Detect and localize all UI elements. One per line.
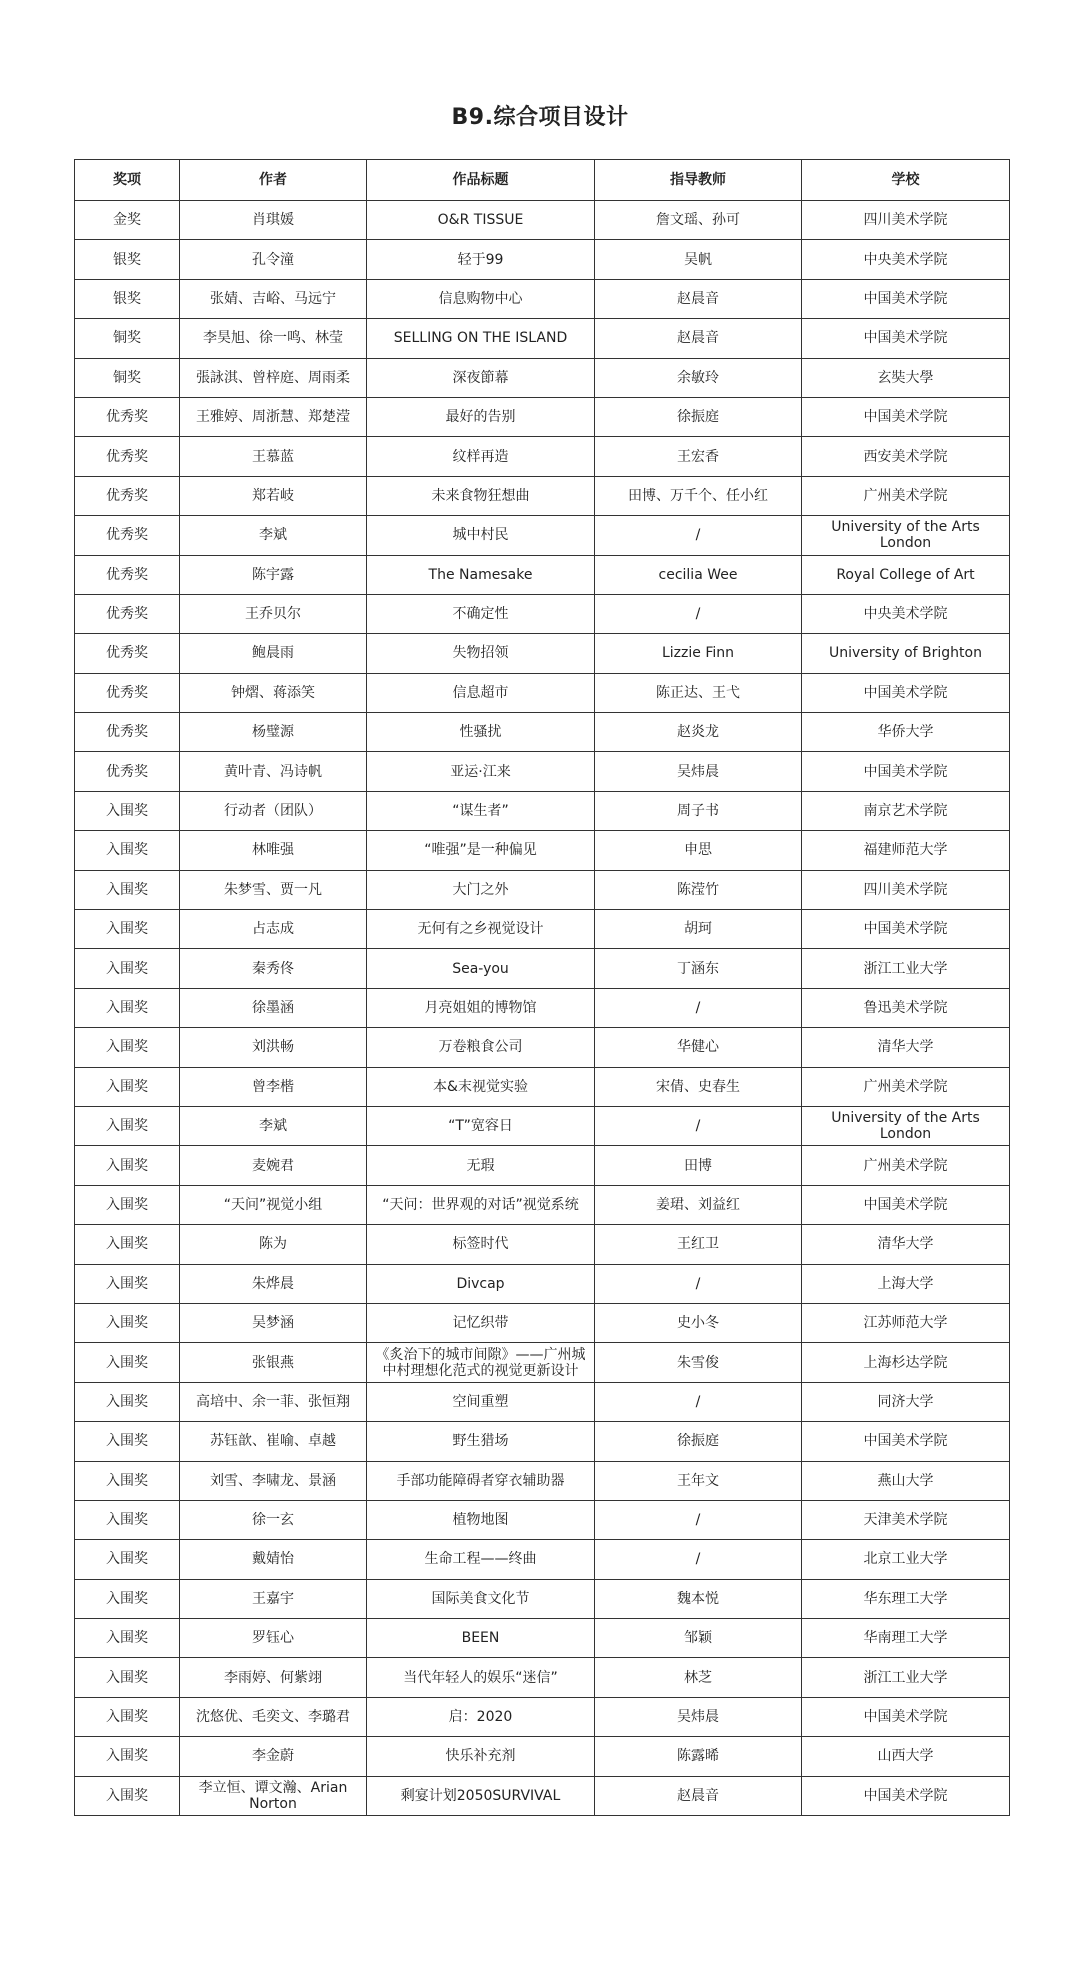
work-title-cell: The Namesake [367,555,595,594]
instructor-cell: 徐振庭 [595,397,802,436]
table-row [75,1185,1010,1224]
instructor-cell: cecilia Wee [595,555,802,594]
work-title-cell: 《炙治下的城市间隙》——广州城中村理想化范式的视觉更新设计 [367,1343,595,1382]
instructor-cell: 周子书 [595,791,802,830]
author-cell: 行动者（团队） [180,791,367,830]
author-cell: 徐一玄 [180,1500,367,1539]
award-cell: 入围奖 [75,1067,180,1106]
award-cell: 优秀奖 [75,437,180,476]
award-cell: 优秀奖 [75,555,180,594]
school-cell: 中国美术学院 [802,1776,1010,1815]
work-title-cell: 无何有之乡视觉设计 [367,910,595,949]
table-row [75,1776,1010,1815]
table-row [75,437,1010,476]
table-row [75,201,1010,240]
table-row [75,1658,1010,1697]
table-row [75,910,1010,949]
table-row [75,1579,1010,1618]
award-cell: 入围奖 [75,1146,180,1185]
table-header-row [75,160,1010,201]
instructor-cell: 申思 [595,831,802,870]
school-cell: 上海杉达学院 [802,1343,1010,1382]
table-row [75,397,1010,436]
school-cell: 华南理工大学 [802,1619,1010,1658]
author-cell: 秦秀佟 [180,949,367,988]
instructor-cell: 赵晨音 [595,1776,802,1815]
school-cell: 山西大学 [802,1737,1010,1776]
table-row [75,1146,1010,1185]
author-cell: 陈宇露 [180,555,367,594]
work-title-cell: 手部功能障碍者穿衣辅助器 [367,1461,595,1500]
school-cell: University of Brighton [802,634,1010,673]
instructor-cell: 丁涵东 [595,949,802,988]
award-cell: 入围奖 [75,791,180,830]
author-cell: 郑若岐 [180,476,367,515]
award-cell: 入围奖 [75,1540,180,1579]
table-row [75,594,1010,633]
school-cell: 中国美术学院 [802,319,1010,358]
author-cell: 麦婉君 [180,1146,367,1185]
author-cell: 戴婧怡 [180,1540,367,1579]
table-row [75,949,1010,988]
work-title-cell: “唯强”是一种偏见 [367,831,595,870]
instructor-cell: Lizzie Finn [595,634,802,673]
table-row [75,476,1010,515]
school-cell: University of the Arts London [802,1106,1010,1145]
award-cell: 铜奖 [75,319,180,358]
instructor-cell: 姜珺、刘益红 [595,1185,802,1224]
school-cell: 中国美术学院 [802,752,1010,791]
author-cell: 刘洪畅 [180,1028,367,1067]
award-cell: 入围奖 [75,1382,180,1421]
instructor-cell: 詹文瑶、孙可 [595,201,802,240]
work-title-cell: “谋生者” [367,791,595,830]
author-cell: 肖琪媛 [180,201,367,240]
work-title-cell: 城中村民 [367,516,595,555]
author-cell: 曾李楷 [180,1067,367,1106]
award-cell: 入围奖 [75,1185,180,1224]
table-row [75,1619,1010,1658]
school-cell: 广州美术学院 [802,1146,1010,1185]
table-row [75,1500,1010,1539]
table-row [75,988,1010,1027]
table-row [75,1697,1010,1736]
instructor-cell: 魏本悦 [595,1579,802,1618]
instructor-cell: 胡珂 [595,910,802,949]
school-cell: 广州美术学院 [802,1067,1010,1106]
award-cell: 入围奖 [75,1658,180,1697]
award-cell: 银奖 [75,279,180,318]
award-cell: 银奖 [75,240,180,279]
award-cell: 入围奖 [75,1500,180,1539]
page-title: B9.综合项目设计 [451,105,629,130]
school-cell: University of the Arts London [802,516,1010,555]
instructor-cell: 赵炎龙 [595,713,802,752]
table-row [75,1106,1010,1145]
school-cell: 江苏师范大学 [802,1303,1010,1342]
instructor-cell: / [595,1264,802,1303]
table-body [75,201,1010,1816]
work-title-cell: 当代年轻人的娱乐“迷信” [367,1658,595,1697]
table-row [75,1540,1010,1579]
award-cell: 入围奖 [75,988,180,1027]
school-cell: 清华大学 [802,1028,1010,1067]
table-row [75,516,1010,555]
school-cell: 西安美术学院 [802,437,1010,476]
author-cell: “天问”视觉小组 [180,1185,367,1224]
award-cell: 优秀奖 [75,516,180,555]
work-title-cell: 剩宴计划2050SURVIVAL [367,1776,595,1815]
instructor-cell: 田博 [595,1146,802,1185]
work-title-cell: 不确定性 [367,594,595,633]
instructor-cell: 赵晨音 [595,279,802,318]
work-title-cell: Sea-you [367,949,595,988]
award-cell: 入围奖 [75,1697,180,1736]
school-cell: 中国美术学院 [802,673,1010,712]
table-row [75,831,1010,870]
award-cell: 入围奖 [75,831,180,870]
author-cell: 吴梦涵 [180,1303,367,1342]
award-cell: 入围奖 [75,1028,180,1067]
school-cell: 四川美术学院 [802,201,1010,240]
award-cell: 优秀奖 [75,752,180,791]
award-cell: 优秀奖 [75,476,180,515]
award-cell: 优秀奖 [75,634,180,673]
award-cell: 铜奖 [75,358,180,397]
awards-table [74,159,1010,1816]
work-title-cell: “T”宽容日 [367,1106,595,1145]
award-cell: 入围奖 [75,1461,180,1500]
table-row [75,279,1010,318]
author-cell: 朱梦雪、贾一凡 [180,870,367,909]
instructor-cell: 王红卫 [595,1225,802,1264]
author-cell: 张婧、吉峪、马远宁 [180,279,367,318]
work-title-cell: 信息超市 [367,673,595,712]
table-row [75,870,1010,909]
school-cell: 广州美术学院 [802,476,1010,515]
work-title-cell: 纹样再造 [367,437,595,476]
instructor-cell: / [595,594,802,633]
work-title-cell: 野生猎场 [367,1422,595,1461]
author-cell: 李立恒、谭文瀚、Arian Norton [180,1776,367,1815]
work-title-cell: 记忆织带 [367,1303,595,1342]
author-cell: 黄叶青、冯诗帆 [180,752,367,791]
instructor-cell: / [595,1500,802,1539]
school-cell: 中央美术学院 [802,240,1010,279]
school-cell: 中国美术学院 [802,910,1010,949]
table-row [75,791,1010,830]
table-row [75,358,1010,397]
school-cell: 玄奘大學 [802,358,1010,397]
instructor-cell: / [595,988,802,1027]
instructor-cell: 余敏玲 [595,358,802,397]
work-title-cell: 植物地图 [367,1500,595,1539]
instructor-cell: 徐振庭 [595,1422,802,1461]
work-title-cell: 空间重塑 [367,1382,595,1421]
award-cell: 入围奖 [75,910,180,949]
instructor-cell: 陈正达、王弋 [595,673,802,712]
work-title-cell: Divcap [367,1264,595,1303]
author-cell: 陈为 [180,1225,367,1264]
work-title-cell: 本&末视觉实验 [367,1067,595,1106]
work-title-cell: 启：2020 [367,1697,595,1736]
author-cell: 王乔贝尔 [180,594,367,633]
author-cell: 张银燕 [180,1343,367,1382]
table-row [75,319,1010,358]
school-cell: 北京工业大学 [802,1540,1010,1579]
instructor-cell: 吴炜晨 [595,752,802,791]
school-cell: 中央美术学院 [802,594,1010,633]
instructor-cell: 朱雪俊 [595,1343,802,1382]
table-row [75,1303,1010,1342]
award-cell: 入围奖 [75,1264,180,1303]
award-cell: 入围奖 [75,870,180,909]
instructor-cell: 华健心 [595,1028,802,1067]
work-title-cell: “天问：世界观的对话”视觉系统 [367,1185,595,1224]
instructor-cell: 陈滢竹 [595,870,802,909]
table-row [75,1067,1010,1106]
award-cell: 入围奖 [75,1737,180,1776]
award-cell: 金奖 [75,201,180,240]
instructor-cell: / [595,1540,802,1579]
work-title-cell: BEEN [367,1619,595,1658]
author-cell: 徐墨涵 [180,988,367,1027]
work-title-cell: 深夜節幕 [367,358,595,397]
award-cell: 入围奖 [75,1225,180,1264]
award-cell: 入围奖 [75,1579,180,1618]
author-cell: 孔令潼 [180,240,367,279]
school-cell: 浙江工业大学 [802,1658,1010,1697]
award-cell: 入围奖 [75,1422,180,1461]
award-cell: 入围奖 [75,1776,180,1815]
work-title-cell: 最好的告别 [367,397,595,436]
school-cell: 清华大学 [802,1225,1010,1264]
author-cell: 刘雪、李啸龙、景涵 [180,1461,367,1500]
author-cell: 占志成 [180,910,367,949]
school-cell: 鲁迅美术学院 [802,988,1010,1027]
author-cell: 王慕蓝 [180,437,367,476]
work-title-cell: 轻于99 [367,240,595,279]
author-cell: 罗钰心 [180,1619,367,1658]
instructor-cell: / [595,1106,802,1145]
author-cell: 杨璧源 [180,713,367,752]
award-cell: 入围奖 [75,1303,180,1342]
header-work-title: 作品标题 [367,160,595,201]
school-cell: 浙江工业大学 [802,949,1010,988]
school-cell: 中国美术学院 [802,279,1010,318]
work-title-cell: 未来食物狂想曲 [367,476,595,515]
school-cell: 华侨大学 [802,713,1010,752]
work-title-cell: 失物招领 [367,634,595,673]
header-instructor: 指导教师 [595,160,802,201]
author-cell: 苏钰歆、崔喻、卓越 [180,1422,367,1461]
author-cell: 鲍晨雨 [180,634,367,673]
author-cell: 林唯强 [180,831,367,870]
instructor-cell: 田博、万千个、任小红 [595,476,802,515]
table-row [75,240,1010,279]
author-cell: 李昊旭、徐一鸣、林莹 [180,319,367,358]
header-author: 作者 [180,160,367,201]
instructor-cell: 吴帆 [595,240,802,279]
table-row [75,1225,1010,1264]
author-cell: 钟熠、蒋添笑 [180,673,367,712]
award-cell: 优秀奖 [75,397,180,436]
table-row [75,555,1010,594]
instructor-cell: 王年文 [595,1461,802,1500]
header-award: 奖项 [75,160,180,201]
table-row [75,1461,1010,1500]
work-title-cell: SELLING ON THE ISLAND [367,319,595,358]
author-cell: 李斌 [180,1106,367,1145]
instructor-cell: 吴炜晨 [595,1697,802,1736]
work-title-cell: 亚运·江来 [367,752,595,791]
award-cell: 入围奖 [75,1619,180,1658]
work-title-cell: 无瑕 [367,1146,595,1185]
work-title-cell: 快乐补充剂 [367,1737,595,1776]
instructor-cell: 林芝 [595,1658,802,1697]
award-cell: 优秀奖 [75,673,180,712]
instructor-cell: / [595,1382,802,1421]
instructor-cell: 邹颖 [595,1619,802,1658]
instructor-cell: 史小冬 [595,1303,802,1342]
table-row [75,1422,1010,1461]
header-school: 学校 [802,160,1010,201]
author-cell: 李金蔚 [180,1737,367,1776]
work-title-cell: 性骚扰 [367,713,595,752]
award-cell: 入围奖 [75,949,180,988]
author-cell: 朱烨晨 [180,1264,367,1303]
work-title-cell: 国际美食文化节 [367,1579,595,1618]
work-title-cell: 万卷粮食公司 [367,1028,595,1067]
school-cell: Royal College of Art [802,555,1010,594]
school-cell: 天津美术学院 [802,1500,1010,1539]
table-row [75,634,1010,673]
school-cell: 中国美术学院 [802,1422,1010,1461]
work-title-cell: O&R TISSUE [367,201,595,240]
instructor-cell: 宋倩、史春生 [595,1067,802,1106]
table-row [75,752,1010,791]
table-row [75,1737,1010,1776]
school-cell: 南京艺术学院 [802,791,1010,830]
table-row [75,1264,1010,1303]
award-cell: 入围奖 [75,1106,180,1145]
table-row [75,1343,1010,1382]
school-cell: 中国美术学院 [802,1185,1010,1224]
instructor-cell: 赵晨音 [595,319,802,358]
work-title-cell: 月亮姐姐的博物馆 [367,988,595,1027]
school-cell: 福建师范大学 [802,831,1010,870]
table-row [75,1028,1010,1067]
work-title-cell: 生命工程——终曲 [367,1540,595,1579]
author-cell: 李斌 [180,516,367,555]
work-title-cell: 标签时代 [367,1225,595,1264]
author-cell: 王嘉宇 [180,1579,367,1618]
school-cell: 燕山大学 [802,1461,1010,1500]
school-cell: 中国美术学院 [802,1697,1010,1736]
table-row [75,713,1010,752]
award-cell: 入围奖 [75,1343,180,1382]
school-cell: 四川美术学院 [802,870,1010,909]
author-cell: 王雅婷、周浙慧、郑楚滢 [180,397,367,436]
author-cell: 沈悠优、毛奕文、李璐君 [180,1697,367,1736]
instructor-cell: / [595,516,802,555]
table-row [75,673,1010,712]
school-cell: 中国美术学院 [802,397,1010,436]
work-title-cell: 大门之外 [367,870,595,909]
author-cell: 李雨婷、何紫翊 [180,1658,367,1697]
award-cell: 优秀奖 [75,594,180,633]
award-cell: 优秀奖 [75,713,180,752]
instructor-cell: 陈露晞 [595,1737,802,1776]
school-cell: 华东理工大学 [802,1579,1010,1618]
author-cell: 高培中、余一菲、张恒翔 [180,1382,367,1421]
author-cell: 張詠淇、曾梓庭、周雨柔 [180,358,367,397]
instructor-cell: 王宏香 [595,437,802,476]
table-row [75,1382,1010,1421]
work-title-cell: 信息购物中心 [367,279,595,318]
school-cell: 上海大学 [802,1264,1010,1303]
school-cell: 同济大学 [802,1382,1010,1421]
